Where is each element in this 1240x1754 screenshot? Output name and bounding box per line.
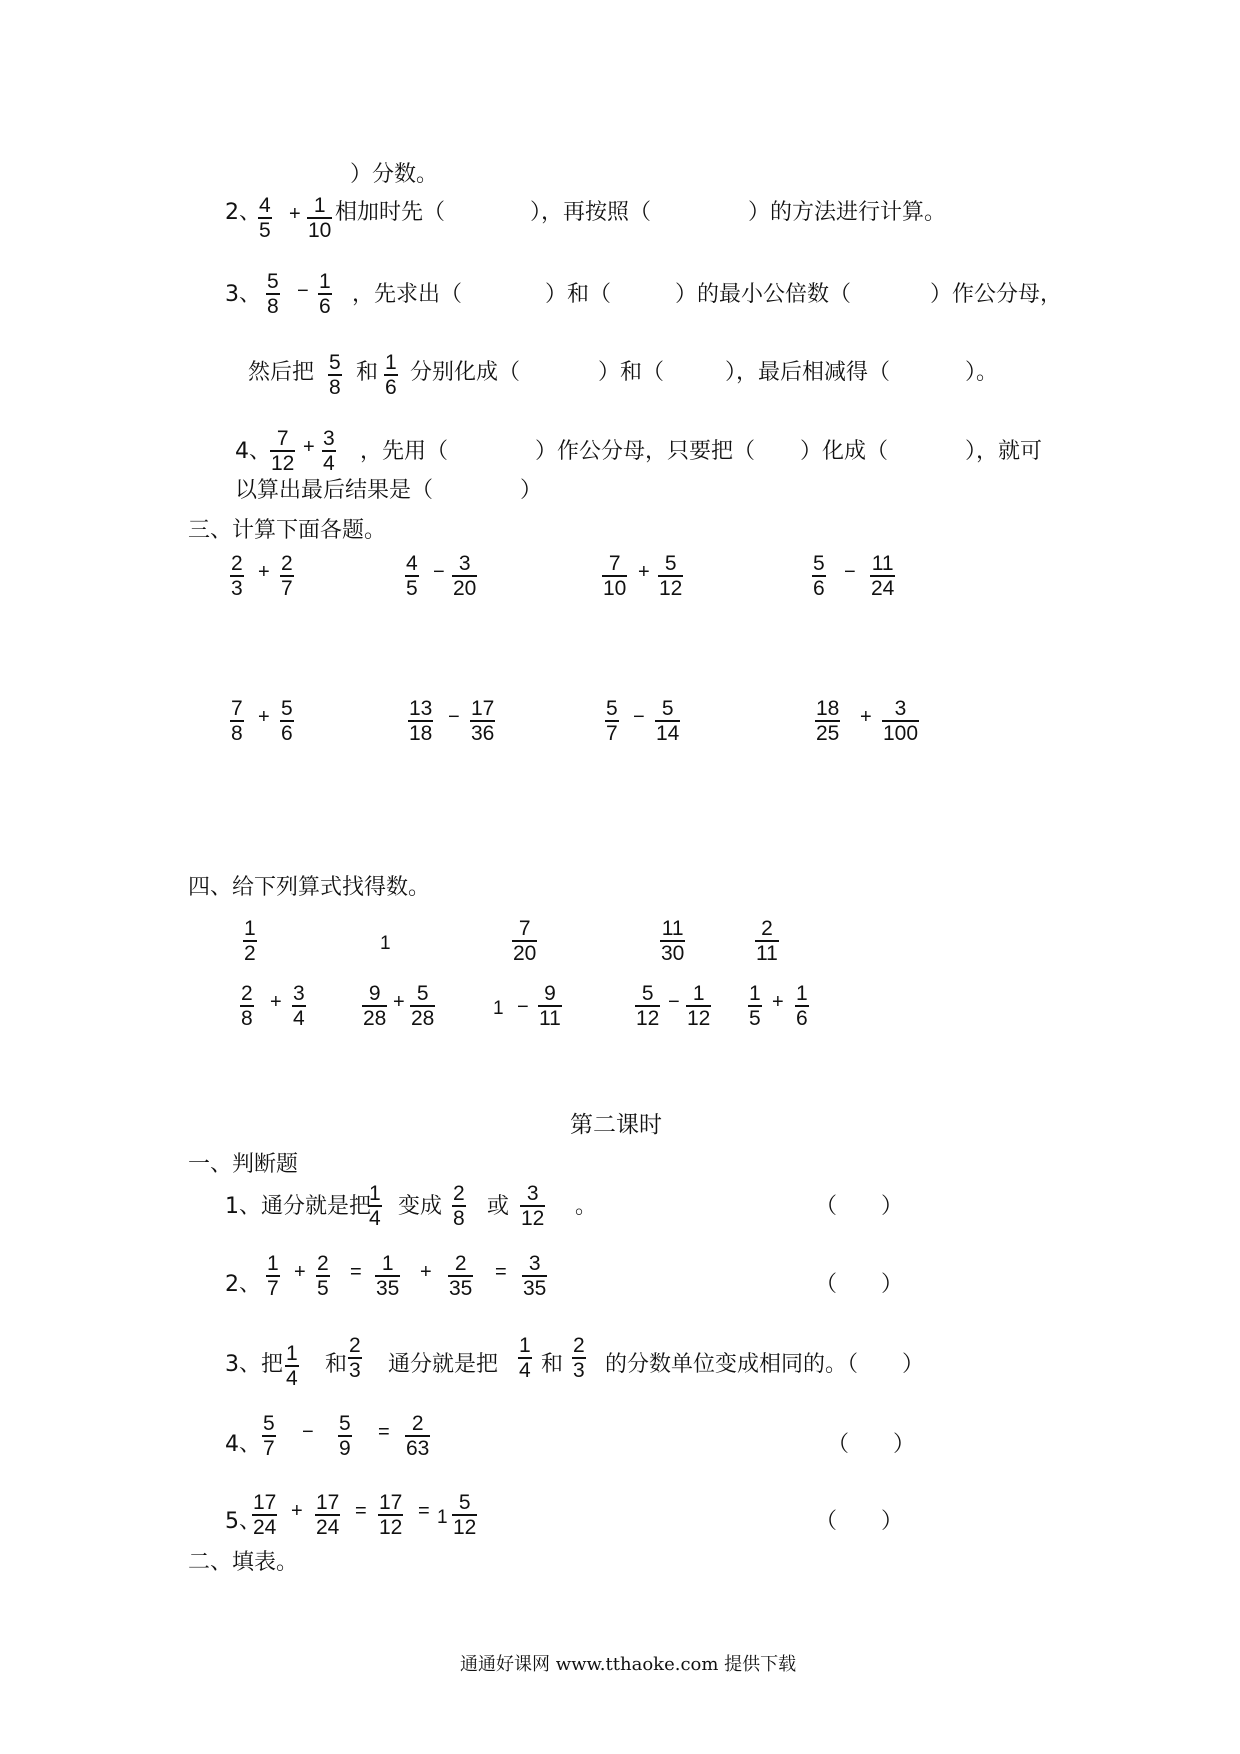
line-fraction-end: ）分数。 xyxy=(350,162,439,187)
fraction: 5 6 xyxy=(813,552,825,600)
fraction: 5 12 xyxy=(636,982,660,1030)
q2-text-c: ）的方法进行计算。 xyxy=(748,200,947,225)
plus-sign: + xyxy=(294,1261,306,1283)
fraction: 3 35 xyxy=(523,1252,547,1300)
fraction: 5 28 xyxy=(411,982,435,1030)
minus-sign: − xyxy=(297,280,309,302)
q3-text-d2: ）和（ xyxy=(598,360,665,385)
j3-text-d: 和 xyxy=(541,1352,564,1377)
plus-sign: + xyxy=(258,561,270,583)
plus-sign: + xyxy=(270,991,282,1013)
fraction: 2 3 xyxy=(349,1334,361,1382)
fraction: 1 7 xyxy=(267,1252,279,1300)
fraction: 5 8 xyxy=(329,351,341,399)
plus-sign: + xyxy=(638,561,650,583)
q4-text-d: ），就可 xyxy=(965,439,1043,464)
q2-text-b: ），再按照（ xyxy=(530,200,652,225)
fraction: 7 8 xyxy=(231,697,243,745)
fraction: 2 63 xyxy=(406,1412,430,1460)
j1-text-b: 变成 xyxy=(398,1194,443,1219)
fraction: 1 12 xyxy=(687,982,711,1030)
q3-text-b: ）和（ xyxy=(545,282,612,307)
fraction: 5 14 xyxy=(656,697,680,745)
section3-title: 三、计算下面各题。 xyxy=(188,518,387,543)
answer-fraction: 7 20 xyxy=(513,917,537,965)
j3-text-e: 的分数单位变成相同的。（ ） xyxy=(605,1352,925,1377)
j2-answer-paren[interactable]: （ ） xyxy=(815,1272,904,1297)
answer-fraction: 2 11 xyxy=(756,917,778,965)
equals-sign: = xyxy=(355,1500,367,1522)
fraction: 17 24 xyxy=(253,1491,277,1539)
fraction: 3 20 xyxy=(453,552,477,600)
j5-answer-paren[interactable]: （ ） xyxy=(815,1509,904,1534)
equals-sign: = xyxy=(350,1261,362,1283)
q3-number: 3、 xyxy=(225,282,261,307)
minus-sign: − xyxy=(668,991,680,1013)
fraction: 2 3 xyxy=(573,1334,585,1382)
plus-sign: + xyxy=(291,1500,303,1522)
fraction: 4 5 xyxy=(406,552,418,600)
fraction: 2 8 xyxy=(453,1182,465,1230)
j2-number: 2、 xyxy=(225,1272,261,1297)
section4-title: 四、给下列算式找得数。 xyxy=(188,875,431,900)
judge-title: 一、判断题 xyxy=(188,1152,299,1177)
fraction: 5 12 xyxy=(659,552,683,600)
fraction: 5 12 xyxy=(453,1491,477,1539)
equals-sign: = xyxy=(378,1421,390,1443)
fraction: 17 36 xyxy=(471,697,495,745)
fraction: 5 8 xyxy=(267,270,279,318)
j3-text-b: 和 xyxy=(325,1352,348,1377)
plus-sign: + xyxy=(393,991,405,1013)
q3-text-e2: ），最后相减得（ xyxy=(725,360,891,385)
q3-text-c2: 分别化成（ xyxy=(410,360,521,385)
q4-text-b: ）作公分母，只要把（ xyxy=(535,439,756,464)
q3-text-f2: ）。 xyxy=(965,360,999,385)
fraction: 18 25 xyxy=(816,697,840,745)
fraction: 7 12 xyxy=(271,427,295,475)
fraction: 1 5 xyxy=(749,982,761,1030)
minus-sign: − xyxy=(302,1421,314,1443)
j3-text-a: 3、把 xyxy=(225,1352,283,1377)
fraction: 17 24 xyxy=(316,1491,340,1539)
fraction: 7 10 xyxy=(603,552,627,600)
mixed-whole: 1 xyxy=(437,1507,448,1528)
j1-text-d: 。 xyxy=(575,1194,598,1219)
j5-number: 5、 xyxy=(225,1509,261,1534)
fraction: 3 4 xyxy=(293,982,305,1030)
fraction: 1 6 xyxy=(796,982,808,1030)
q4-text-a2: 以算出最后结果是（ xyxy=(235,478,434,503)
fraction: 1 6 xyxy=(319,270,331,318)
minus-sign: − xyxy=(433,561,445,583)
plus-sign: + xyxy=(420,1261,432,1283)
answer-fraction: 11 30 xyxy=(661,917,685,965)
footer-text: 通通好课网 www.tthaoke.com 提供下载 xyxy=(460,1654,797,1675)
minus-sign: − xyxy=(633,706,645,728)
q3-text-d: ）作公分母， xyxy=(930,282,1063,307)
fraction: 1 4 xyxy=(519,1334,531,1382)
j4-number: 4、 xyxy=(225,1432,261,1457)
fraction: 1 10 xyxy=(308,194,332,242)
fraction: 1 4 xyxy=(369,1182,381,1230)
plus-sign: + xyxy=(258,706,270,728)
q2-text-a: 相加时先（ xyxy=(335,200,446,225)
expression-one: 1 xyxy=(493,998,504,1019)
fraction: 5 7 xyxy=(606,697,618,745)
q4-number: 4、 xyxy=(235,439,271,464)
fraction: 5 9 xyxy=(339,1412,351,1460)
plus-sign: + xyxy=(772,991,784,1013)
fraction: 2 3 xyxy=(231,552,243,600)
fraction: 2 5 xyxy=(317,1252,329,1300)
fraction: 5 7 xyxy=(263,1412,275,1460)
q3-text-b2: 和 xyxy=(356,360,379,385)
equals-sign: = xyxy=(418,1500,430,1522)
fraction: 1 6 xyxy=(385,351,397,399)
fraction: 1 35 xyxy=(376,1252,400,1300)
fraction: 3 12 xyxy=(521,1182,545,1230)
fraction: 3 4 xyxy=(323,427,335,475)
answer-one: 1 xyxy=(380,933,391,954)
j4-answer-paren[interactable]: （ ） xyxy=(827,1432,916,1457)
plus-sign: + xyxy=(303,436,315,458)
plus-sign: + xyxy=(860,706,872,728)
answer-fraction: 1 2 xyxy=(244,917,256,965)
j1-answer-paren[interactable]: （ ） xyxy=(815,1194,904,1219)
lesson-title: 第二课时 xyxy=(570,1112,662,1138)
q3-text-c: ）的最小公倍数（ xyxy=(675,282,852,307)
fill-table-title: 二、填表。 xyxy=(188,1550,299,1575)
plus-sign: + xyxy=(289,203,301,225)
j1-text-c: 或 xyxy=(487,1194,510,1219)
q4-text-b2: ） xyxy=(520,478,543,503)
equals-sign: = xyxy=(495,1261,507,1283)
q4-text-c: ）化成（ xyxy=(800,439,889,464)
minus-sign: − xyxy=(517,996,529,1018)
q2-number: 2、 xyxy=(225,200,261,225)
j3-text-c: 通分就是把 xyxy=(388,1352,499,1377)
fraction: 4 5 xyxy=(259,194,271,242)
fraction: 13 18 xyxy=(409,697,433,745)
minus-sign: − xyxy=(448,706,460,728)
fraction: 3 100 xyxy=(883,697,919,745)
q3-text-a: ，先求出（ xyxy=(352,282,463,307)
fraction: 1 4 xyxy=(286,1342,298,1390)
j1-text-a: 1、通分就是把 xyxy=(225,1194,371,1219)
minus-sign: − xyxy=(844,561,856,583)
q4-text-a: ，先用（ xyxy=(360,439,449,464)
fraction: 9 28 xyxy=(363,982,387,1030)
fraction: 2 7 xyxy=(281,552,293,600)
fraction: 11 24 xyxy=(871,552,895,600)
fraction: 2 35 xyxy=(449,1252,473,1300)
fraction: 5 6 xyxy=(281,697,293,745)
fraction: 17 12 xyxy=(379,1491,403,1539)
fraction: 9 11 xyxy=(539,982,561,1030)
q3-text-a2: 然后把 xyxy=(248,360,315,385)
fraction: 2 8 xyxy=(241,982,253,1030)
